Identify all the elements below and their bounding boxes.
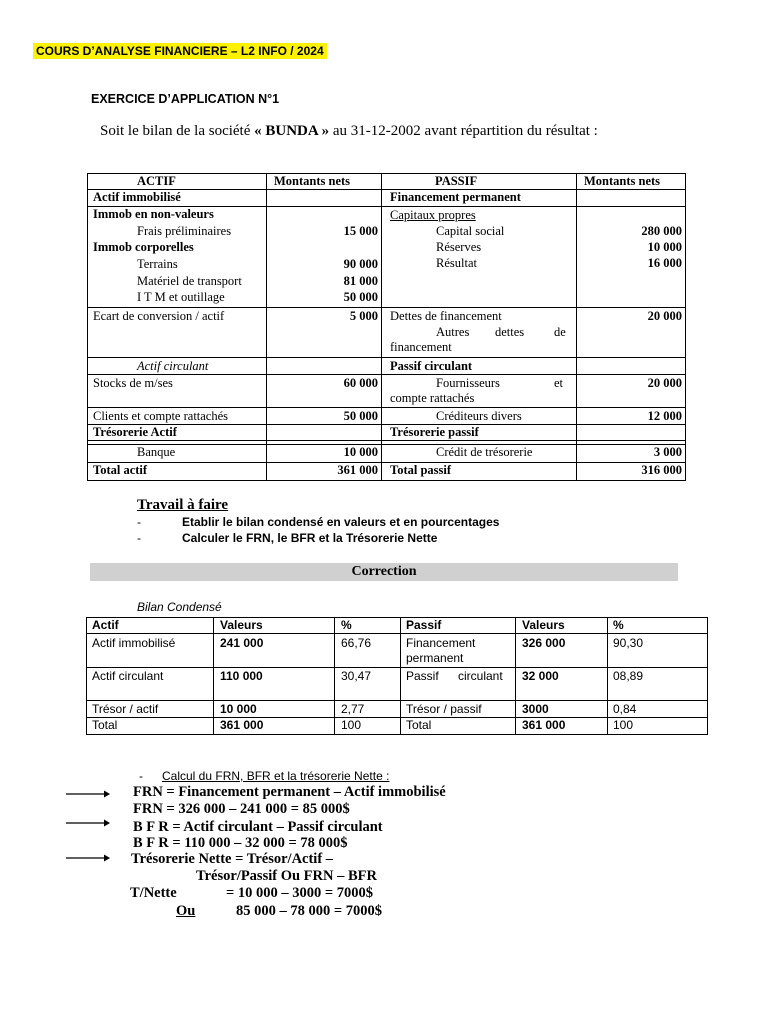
col-valeurs-passif: Valeurs: [522, 618, 565, 632]
row-2-pct-passif: 08,89: [613, 669, 644, 683]
stocks-value: 60 000: [343, 376, 378, 390]
frn-definition: FRN = Financement permanent – Actif immobilisé: [133, 784, 446, 800]
row-1-passif-line-1: Financement: [406, 636, 476, 650]
autres-dettes-value: 20 000: [647, 309, 682, 323]
autres-dettes-word-2: dettes: [495, 325, 525, 339]
credit-tresorerie-label: Crédit de trésorerie: [436, 445, 533, 459]
total-actif-value: 361 000: [337, 463, 378, 477]
row-1-passif-line-2: permanent: [406, 651, 464, 665]
correction-label: Correction: [351, 564, 417, 579]
terrains-value: 90 000: [343, 257, 378, 271]
task-2-dash: -: [137, 531, 141, 545]
autres-dettes-word-4: financement: [390, 340, 452, 354]
resultat-value: 16 000: [647, 256, 682, 270]
clients-value: 50 000: [343, 409, 378, 423]
row-3-val-actif: 10 000: [220, 702, 257, 716]
course-title: COURS D’ANALYSE FINANCIERE – L2 INFO / 2024: [33, 43, 327, 59]
itm-outillage-label: I T M et outillage: [137, 290, 225, 304]
row-3-passif: Trésor / passif: [406, 702, 482, 716]
header-montants-actif: Montants nets: [274, 174, 351, 188]
balance-sheet-table: [87, 173, 686, 481]
arrow-right-icon: [66, 817, 110, 829]
tresorerie-passif-label: Trésorerie passif: [390, 425, 479, 439]
passif-circulant-label: Passif circulant: [390, 359, 473, 373]
crediteurs-value: 12 000: [647, 409, 682, 423]
row-2-pct-actif: 30,47: [341, 669, 372, 683]
col-passif: Passif: [406, 618, 442, 632]
row-4-passif: Total: [406, 718, 432, 732]
capital-social-label: Capital social: [436, 224, 505, 238]
terrains-label: Terrains: [137, 257, 178, 271]
exercise-title: EXERCICE D’APPLICATION N°1: [91, 92, 280, 106]
row-1-pct-actif: 66,76: [341, 636, 372, 650]
credit-tresorerie-value: 3 000: [653, 445, 682, 459]
row-3-pct-actif: 2,77: [341, 702, 365, 716]
row-2-passif-word-1: Passif: [406, 669, 439, 683]
calc-dash: -: [139, 769, 143, 783]
immob-corporelles-label: Immob corporelles: [93, 240, 194, 254]
row-2-passif-word-2: circulant: [458, 669, 503, 683]
row-4-val-actif: 361 000: [220, 718, 264, 732]
capital-social-value: 280 000: [641, 224, 682, 238]
row-3-pct-passif: 0,84: [613, 702, 637, 716]
col-valeurs-actif: Valeurs: [220, 618, 263, 632]
row-1-pct-passif: 90,30: [613, 636, 644, 650]
tn-calculation-1: = 10 000 – 3000 = 7000$: [226, 885, 374, 901]
work-heading: Travail à faire: [137, 497, 229, 513]
task-2: Calculer le FRN, le BFR et la Trésorerie Nette: [182, 531, 438, 545]
row-2-val-passif: 32 000: [522, 669, 559, 683]
calc-heading: Calcul du FRN, BFR et la trésorerie Nette :: [162, 769, 390, 783]
autres-dettes-word-3: de: [554, 325, 566, 339]
bfr-calculation: B F R = 110 000 – 32 000 = 78 000$: [133, 835, 348, 851]
row-4-pct-actif: 100: [341, 718, 362, 732]
crediteurs-label: Créditeurs divers: [436, 409, 522, 423]
intro-suffix: au 31-12-2002 avant répartition du résultat :: [329, 123, 598, 139]
ecart-conversion-label: Ecart de conversion / actif: [93, 309, 225, 323]
capitaux-propres-label: Capitaux propres: [390, 208, 476, 222]
task-1-dash: -: [137, 515, 141, 529]
tn-definition-line-1: Trésorerie Nette = Trésor/Actif –: [131, 851, 334, 867]
col-pct-actif: %: [341, 618, 352, 632]
row-4-actif: Total: [92, 718, 118, 732]
row-1-val-actif: 241 000: [220, 636, 264, 650]
autres-dettes-word-1: Autres: [436, 325, 470, 339]
condensed-table: [86, 617, 708, 735]
materiel-transport-value: 81 000: [343, 274, 378, 288]
total-actif-label: Total actif: [93, 463, 148, 477]
frais-preliminaires-label: Frais préliminaires: [137, 224, 232, 238]
intro-company: « BUNDA »: [254, 123, 330, 139]
materiel-transport-label: Matériel de transport: [137, 274, 242, 288]
header-actif: ACTIF: [137, 174, 176, 188]
arrow-right-icon: [66, 852, 110, 864]
fournisseurs-et: et: [554, 376, 564, 390]
intro-text: [100, 123, 598, 140]
fournisseurs-label: Fournisseurs: [436, 376, 500, 390]
total-passif-value: 316 000: [641, 463, 682, 477]
col-pct-passif: %: [613, 618, 624, 632]
reserves-value: 10 000: [647, 240, 682, 254]
total-passif-label: Total passif: [390, 463, 452, 477]
bilan-condense-label: Bilan Condensé: [137, 600, 222, 614]
arrow-right-icon: [66, 788, 110, 800]
financement-permanent-label: Financement permanent: [390, 190, 521, 204]
header-passif: PASSIF: [435, 174, 478, 188]
banque-value: 10 000: [343, 445, 378, 459]
frais-preliminaires-value: 15 000: [343, 224, 378, 238]
reserves-label: Réserves: [436, 240, 482, 254]
row-4-pct-passif: 100: [613, 718, 634, 732]
fournisseurs-value: 20 000: [647, 376, 682, 390]
task-1: Etablir le bilan condensé en valeurs et en pourcentages: [182, 515, 500, 529]
dettes-financement-label: Dettes de financement: [390, 309, 502, 323]
itm-outillage-value: 50 000: [343, 290, 378, 304]
tn-ou: Ou: [176, 903, 196, 919]
tn-definition-line-2: Trésor/Passif Ou FRN – BFR: [196, 868, 377, 884]
banque-label: Banque: [137, 445, 176, 459]
row-2-val-actif: 110 000: [220, 669, 263, 683]
row-3-actif: Trésor / actif: [92, 702, 159, 716]
tn-calculation-2: 85 000 – 78 000 = 7000$: [236, 903, 383, 919]
stocks-label: Stocks de m/ses: [93, 376, 173, 390]
tresorerie-actif-label: Trésorerie Actif: [93, 425, 177, 439]
row-1-val-passif: 326 000: [522, 636, 566, 650]
immob-non-valeurs-label: Immob en non-valeurs: [93, 207, 214, 221]
fournisseurs-compte-label: compte rattachés: [390, 391, 475, 405]
clients-label: Clients et compte rattachés: [93, 409, 229, 423]
tn-label: T/Nette: [130, 885, 177, 901]
ecart-conversion-value: 5 000: [349, 309, 378, 323]
actif-immobilise-label: Actif immobilisé: [93, 190, 181, 204]
col-actif: Actif: [92, 618, 119, 632]
resultat-label: Résultat: [436, 256, 477, 270]
header-montants-passif: Montants nets: [584, 174, 661, 188]
row-2-actif: Actif circulant: [92, 669, 164, 683]
frn-calculation: FRN = 326 000 – 241 000 = 85 000$: [133, 801, 350, 817]
correction-bar: [90, 563, 678, 581]
actif-circulant-label: Actif circulant: [137, 359, 209, 373]
row-3-val-passif: 3000: [522, 702, 549, 716]
intro-prefix: Soit le bilan de la société: [100, 123, 255, 139]
row-1-actif: Actif immobilisé: [92, 636, 176, 650]
bfr-definition: B F R = Actif circulant – Passif circulant: [133, 819, 383, 835]
row-4-val-passif: 361 000: [522, 718, 566, 732]
